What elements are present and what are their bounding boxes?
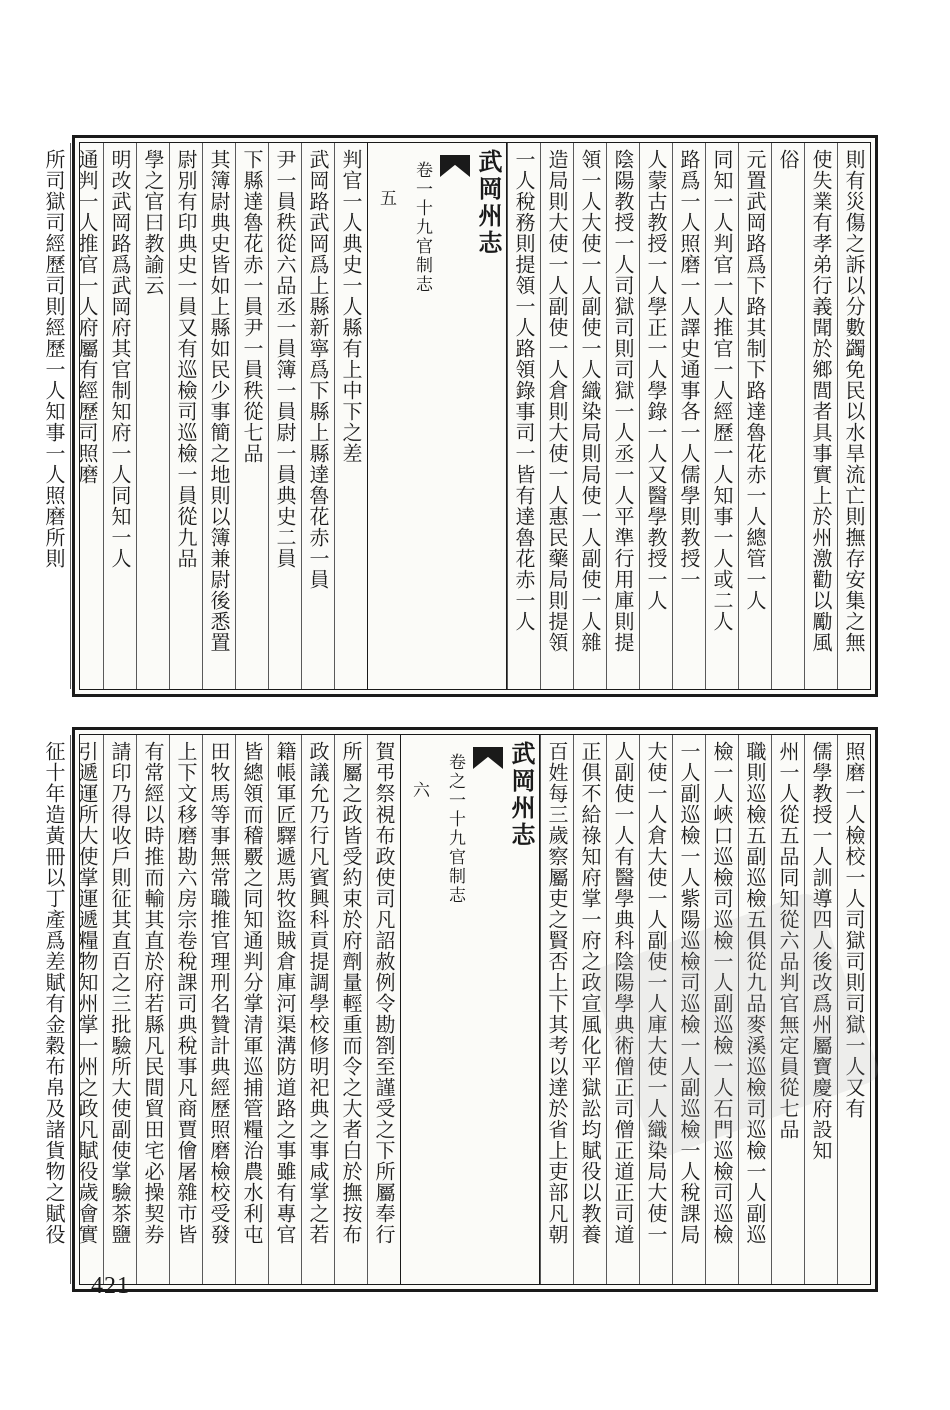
center-fold-column	[400, 735, 540, 1284]
text-column: 下縣達魯花赤一員尹一員秩從七品	[235, 143, 268, 689]
text-column: 所屬之政皆受約束於府劑量輕重而令之大者白於撫按布	[334, 735, 367, 1284]
text-column: 人副使一人有醫學典科陰陽學典術僧正司僧正道正司道	[606, 735, 639, 1284]
top-page-frame	[42, 135, 878, 697]
center-fold-column	[367, 143, 507, 689]
text-column: 路爲一人照磨一人譯史通事各一人儒學則教授一	[672, 143, 705, 689]
text-column: 籍帳軍匠驛遞馬牧盜賊倉庫河渠溝防道路之事雖有專官	[268, 735, 301, 1284]
text-column: 正俱不給祿知府掌一府之政宣風化平獄訟均賦役以教養	[573, 735, 606, 1284]
text-column: 賀弔祭視布政使司凡詔赦例令勘劄至謹受之下所屬奉行	[367, 735, 400, 1284]
fishtail-mark-icon	[473, 747, 503, 769]
top-page-text-columns	[42, 143, 870, 689]
text-column: 檢一人峽口巡檢司巡檢一人副巡檢一人石門巡檢司巡檢	[705, 735, 738, 1284]
fishtail-mark-icon	[440, 155, 470, 177]
text-column: 一人副巡檢一人紫陽巡檢司巡檢一人副巡檢一人稅課局	[672, 735, 705, 1284]
text-column: 學之官曰教諭云	[136, 143, 169, 689]
text-column: 陰陽教授一人司獄司則司獄一人丞一人平準行用庫則提	[606, 143, 639, 689]
gazetteer-title: 武岡州志	[507, 741, 536, 849]
text-column: 照磨一人檢校一人司獄司則司獄一人又有	[837, 735, 870, 1284]
leaf-number: 六	[409, 781, 429, 798]
top-page-inner-border	[42, 142, 871, 690]
text-column: 明改武岡路爲武岡府其官制知府一人同知一人	[103, 143, 136, 689]
text-column: 有常經以時推而輸其直於府若縣凡民間貿田宅必操契券	[136, 735, 169, 1284]
text-column: 元置武岡路爲下路其制下路達魯花赤一人總管一人	[738, 143, 771, 689]
text-column: 征十年造黃冊以丁產爲差賦有金穀布帛及諸貨物之賦役	[42, 741, 66, 1245]
text-column: 俗	[771, 143, 804, 689]
text-column: 州一人從五品同知從六品判官無定員從七品	[771, 735, 804, 1284]
text-column: 其簿尉典史皆如上縣如民少事簡之地則以簿兼尉後悉置	[202, 143, 235, 689]
text-column: 領一人大使一人副使一人織染局則局使一人副使一人雜	[573, 143, 606, 689]
text-column: 請印乃得收戶則征其直百之三批驗所大使副使掌驗茶鹽	[103, 735, 136, 1284]
text-column: 上下文移磨勘六房宗卷稅課司典稅事凡商賈儈屠雜市皆	[169, 735, 202, 1284]
text-column: 尉別有印典史一員又有巡檢司巡檢一員從九品	[169, 143, 202, 689]
text-column: 尹一員秩從六品丞一員簿一員尉一員典史二員	[268, 143, 301, 689]
text-column: 職則巡檢五副巡檢五俱從九品麥溪巡檢司巡檢一人副巡	[738, 735, 771, 1284]
text-column: 武岡路武岡爲上縣新寧爲下縣上縣達魯花赤一員	[301, 143, 334, 689]
text-column: 造局則大使一人副使一人倉則大使一人惠民藥局則提領	[540, 143, 573, 689]
text-column: 百姓每三歲察屬吏之賢否上下其考以達於省上吏部凡朝	[540, 735, 573, 1284]
text-column: 政議允乃行凡賓興科貢提調學校修明祀典之事咸掌之若	[301, 735, 334, 1284]
text-column: 使失業有孝弟行義聞於鄉閭者具事實上於州激勸以勵風	[804, 143, 837, 689]
text-column: 則有災傷之訴以分數蠲免民以水旱流亡則撫存安集之無	[837, 143, 870, 689]
text-column: 人蒙古教授一人學正一人學錄一人又醫學教授一人	[639, 143, 672, 689]
text-column: 一人稅務則提領一人路領錄事司一皆有達魯花赤一人	[507, 143, 540, 689]
text-column: 大使一人倉大使一人副使一人庫大使一人織染局大使一	[639, 735, 672, 1284]
text-column: 判官一人典史一人縣有上中下之差	[334, 143, 367, 689]
volume-label: 卷之一十九官制志	[445, 753, 465, 905]
text-column: 儒學教授一人訓導四人後改爲州屬寶慶府設知	[804, 735, 837, 1284]
text-column: 田牧馬等事無常職推官理刑名贊計典經歷照磨檢校受發	[202, 735, 235, 1284]
page-number: 421	[91, 1273, 130, 1299]
text-column: 皆總領而稽覈之同知通判分掌清軍巡捕管糧治農水利屯	[235, 735, 268, 1284]
volume-label: 卷一十九官制志	[412, 161, 432, 294]
text-column: 所司獄司經歷司則經歷一人知事一人照磨所則	[42, 149, 66, 569]
gazetteer-title: 武岡州志	[474, 149, 503, 257]
text-column: 引遞運所大使掌運遞糧物知州掌一州之政凡賦役歲會實	[70, 735, 103, 1284]
text-column: 通判一人推官一人府屬有經歷司照磨	[70, 143, 103, 689]
text-column: 同知一人判官一人推官一人經歷一人知事一人或二人	[705, 143, 738, 689]
leaf-number: 五	[376, 189, 396, 206]
